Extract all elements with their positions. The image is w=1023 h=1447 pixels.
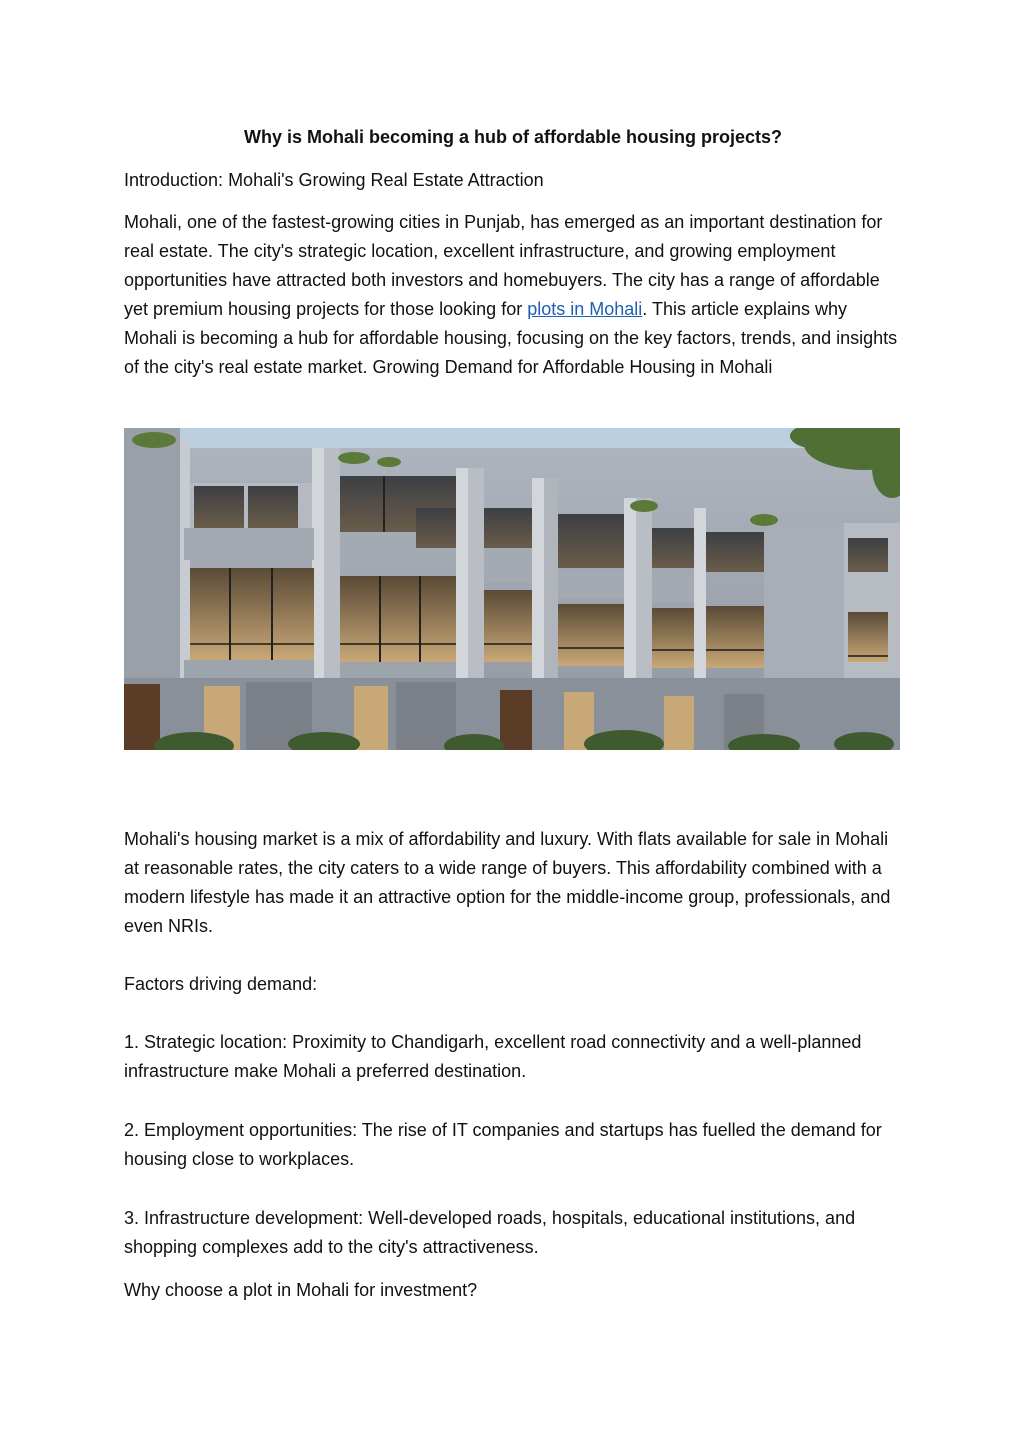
townhouse-row-image [124,428,900,750]
townhouse-row-photo-icon [124,428,900,750]
intro-text-end: . This article explains why Mohali is becoming a hub for affordable housing, focusing on the key factors, trends, and insights of the city's real estate market. Growing Demand for Affordable Housing in Mohali [124,299,898,377]
intro-text-start: Mohali, one of the fastest-growing cities in Punjab, has emerged as an important destination for real estate. The city's strategic location, excellent infrastructure, and growing employment opportunities have attracted both investors and homebuyers. The city has a range of affordable yet premium housing projects for those looking for [124,212,883,319]
factor-item: 3. Infrastructure development: Well-developed roads, hospitals, educational institutions, and shopping complexes add to the city's attractiveness. [124,1208,856,1257]
factor-item: 1. Strategic location: Proximity to Chandigarh, excellent road connectivity and a well-planned infrastructure make Mohali a preferred destination. [124,1032,862,1081]
intro-paragraph [124,208,902,382]
intro-heading: Introduction: Mohali's Growing Real Estate Attraction [124,170,544,190]
closing-heading: Why choose a plot in Mohali for investment? [124,1280,478,1300]
plots-in-mohali-link[interactable]: plots in Mohali [527,299,643,319]
page-title: Why is Mohali becoming a hub of affordable housing projects? [243,127,783,147]
market-paragraph: Mohali's housing market is a mix of affordability and luxury. With flats available for sale in Mohali at reasonable rates, the city caters to a wide range of buyers. This affordability combined with a modern lifestyle has made it an attractive option for the middle-income group, professionals, and even NRIs. [124,829,891,936]
factor-item: 2. Employment opportunities: The rise of IT companies and startups has fuelled the demand for housing close to workplaces. [124,1120,882,1169]
factors-heading: Factors driving demand: [124,974,318,994]
